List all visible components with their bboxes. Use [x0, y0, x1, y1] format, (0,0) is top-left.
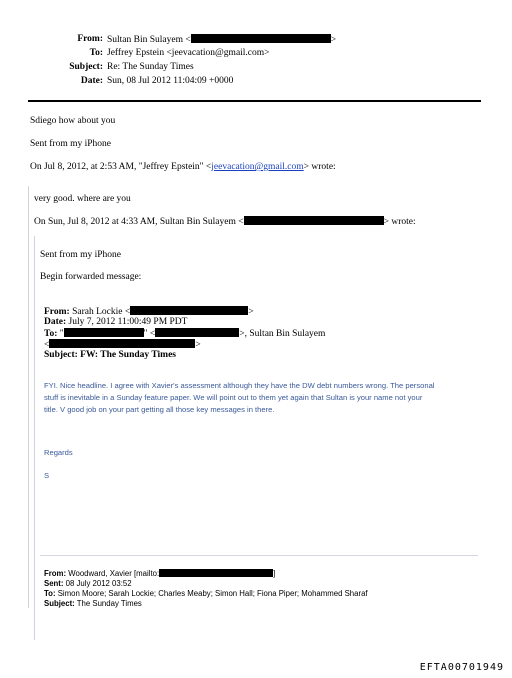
date-label: Date: — [80, 76, 103, 86]
reply2-line1: very good. where are you — [34, 194, 131, 204]
fwd-subject: Subject: FW: The Sunday Times — [44, 350, 176, 360]
reply1-attribution: On Jul 8, 2012, at 2:53 AM, "Jeffrey Epstein" <jeevacation@gmail.com> wrote: — [30, 162, 336, 172]
reply1-line1: Sdiego how about you — [30, 116, 116, 126]
redaction-block — [49, 339, 195, 348]
redaction-block — [64, 328, 144, 337]
regards: Regards — [44, 448, 73, 457]
orig-subject: Subject: The Sunday Times — [44, 599, 142, 608]
signature: S — [44, 471, 50, 480]
from-value: Sultan Bin Sulayem < > — [107, 35, 337, 45]
fwd-to: To: " " < >, Sultan Bin Sulayem — [44, 329, 326, 339]
email-header — [0, 0, 512, 110]
fwd-date: Date: July 7, 2012 11:00:49 PM PDT — [44, 317, 188, 327]
from-label: From: — [77, 34, 103, 44]
subject-label: Subject: — [69, 62, 103, 72]
orig-to: To: Simon Moore; Sarah Lockie; Charles Meaby; Simon Hall; Fiona Piper; Mohammed Sharaf — [44, 589, 368, 598]
fwd-to-line2: < > — [44, 340, 201, 350]
redaction-block — [155, 328, 239, 337]
redaction-block — [244, 216, 384, 225]
body-line3: title. V good job on your part getting all those key messages in there. — [44, 405, 275, 414]
original-message-divider — [40, 555, 478, 556]
date-value: Sun, 08 Jul 2012 11:04:09 +0000 — [107, 76, 234, 86]
quote-bar-1 — [28, 186, 29, 608]
quote-bar-2 — [34, 236, 35, 640]
orig-from: From: Woodward, Xavier [mailto: ] — [44, 569, 276, 578]
reply3-line1: Sent from my iPhone — [40, 250, 122, 260]
to-label: To: — [89, 48, 103, 58]
body-line1: FYI. Nice headline. I agree with Xavier's assessment although they have the DW debt numbers wrong. The personal — [44, 381, 435, 390]
redaction-block — [191, 34, 331, 43]
redaction-block — [159, 569, 273, 577]
email-link[interactable]: jeevacation@gmail.com — [211, 162, 304, 172]
bates-number: EFTA00701949 — [419, 662, 504, 673]
to-value: Jeffrey Epstein <jeevacation@gmail.com> — [107, 48, 270, 58]
redaction-block — [130, 306, 248, 315]
reply3-line2: Begin forwarded message: — [40, 272, 142, 282]
subject-value: Re: The Sunday Times — [107, 62, 194, 72]
reply2-attribution: On Sun, Jul 8, 2012 at 4:33 AM, Sultan Bin Sulayem < > wrote: — [34, 217, 416, 227]
body-line2: stuff is inevitable in a Sunday feature paper. We will point out to them yet again that Sultan is your name not your — [44, 393, 423, 402]
reply1-line2: Sent from my iPhone — [30, 139, 112, 149]
header-divider — [28, 100, 481, 102]
fwd-from: From: Sarah Lockie < > — [44, 307, 254, 317]
orig-sent: Sent: 08 July 2012 03:52 — [44, 579, 132, 588]
